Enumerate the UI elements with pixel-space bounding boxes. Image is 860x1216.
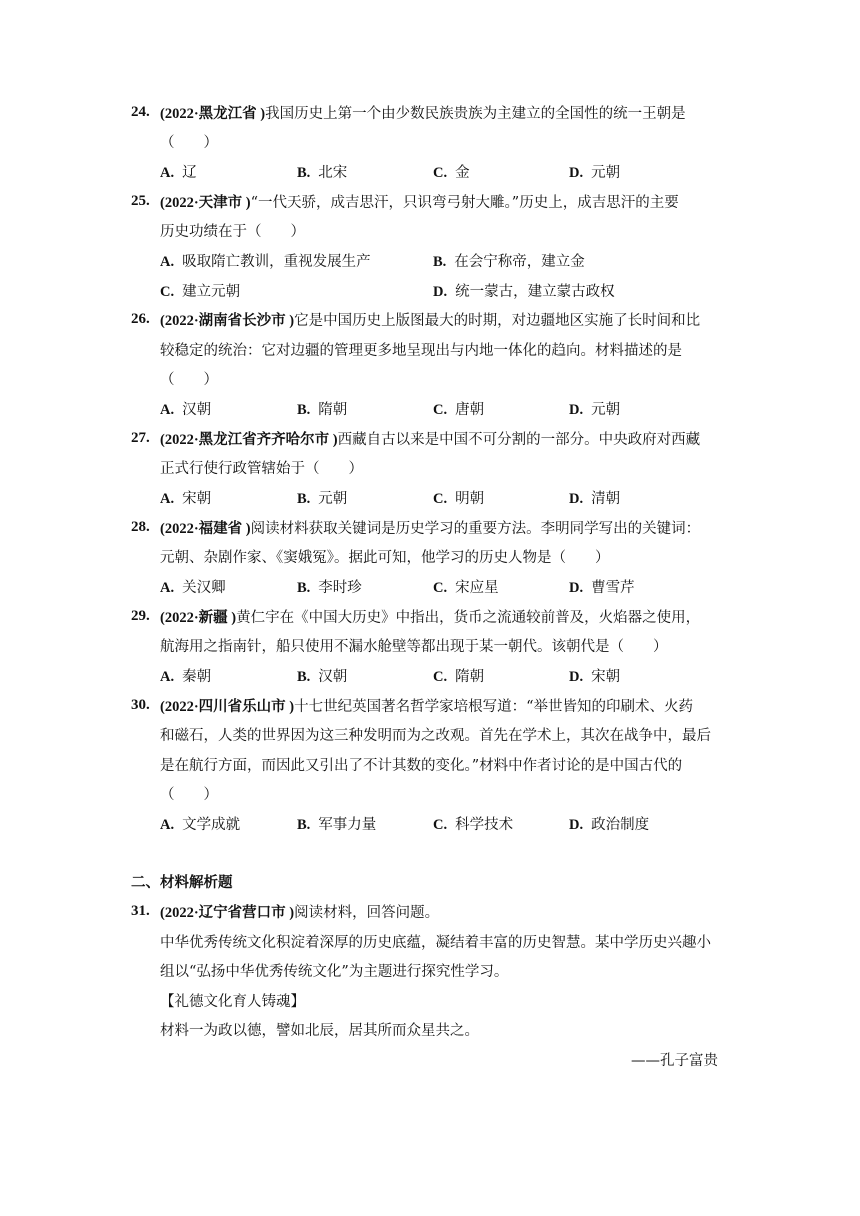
option-b[interactable]: B. 元朝 [297, 491, 348, 507]
question-stem-line: （ ） [160, 787, 218, 803]
question-stem-line: 元朝、杂剧作家、《窦娥冤》。据此可知，他学习的历史人物是（ ） [160, 550, 610, 566]
question-stem-line: 较稳定的统治：它对边疆的管理更多地呈现出与内地一体化的趋向。材料描述的是 [160, 343, 682, 359]
question-stem-line: (2022·福建省 )阅读材料获取关键词是历史学习的重要方法。李明同学写出的关键词： [160, 521, 701, 537]
option-a[interactable]: A. 吸取隋亡教训，重视发展生产 [160, 254, 371, 270]
question-source: (2022·黑龙江省 ) [160, 106, 266, 122]
question-number: 27. [131, 430, 150, 446]
question-stem-line: 正式行使行政管辖始于（ ） [160, 461, 363, 477]
material-paragraph: 组以“弘扬中华优秀传统文化”为主题进行探究性学习。 [160, 964, 509, 980]
section-title: 二、材料解析题 [131, 874, 233, 891]
question-stem-line: (2022·湖南省长沙市 )它是中国历史上版图最大的时期，对边疆地区实施了长时间和比 [160, 313, 701, 329]
question-stem-line: 是在航行方面，而因此又引出了不计其数的变化。”材料中作者讨论的是中国古代的 [160, 758, 683, 774]
option-d[interactable]: D. 曹雪芹 [569, 580, 635, 596]
option-a[interactable]: A. 汉朝 [160, 402, 212, 418]
question-stem-line: (2022·新疆 )黄仁宇在《中国大历史》中指出，货币之流通较前普及，火焰器之使用， [160, 610, 701, 626]
question-number: 26. [131, 311, 150, 327]
question-stem-line: 历史功绩在于（ ） [160, 224, 305, 240]
option-d[interactable]: D. 统一蒙古，建立蒙古政权 [433, 284, 615, 300]
option-b[interactable]: B. 军事力量 [297, 817, 377, 833]
option-a[interactable]: A. 辽 [160, 165, 197, 181]
material-heading: 【礼德文化育人铸魂】 [160, 994, 305, 1010]
option-d[interactable]: D. 政治制度 [569, 817, 650, 833]
material-one: 材料一为政以德，譬如北辰，居其所而众星共之。 [160, 1023, 479, 1039]
question-number: 31. [131, 903, 150, 919]
option-b[interactable]: B. 北宋 [297, 165, 348, 181]
material-paragraph: 中华优秀传统文化积淀着深厚的历史底蕴，凝结着丰富的历史智慧。某中学历史兴趣小 [160, 935, 711, 951]
option-b[interactable]: B. 隋朝 [297, 402, 348, 418]
question-source: (2022·黑龙江省齐齐哈尔市 ) [160, 432, 338, 448]
question-source: (2022·湖南省长沙市 ) [160, 313, 295, 329]
question-source: (2022·福建省 ) [160, 521, 251, 537]
option-c[interactable]: C. 明朝 [433, 491, 485, 507]
question-number: 29. [131, 608, 150, 624]
question-stem-line: (2022·四川省乐山市 )十七世纪英国著名哲学家培根写道：“举世皆知的印刷术、火药 [160, 699, 694, 715]
question-stem-line: (2022·天津市 )“一代天骄，成吉思汗，只识弯弓射大雕。”历史上，成吉思汗的主要 [160, 195, 679, 211]
option-c[interactable]: C. 宋应星 [433, 580, 499, 596]
question-stem-line: (2022·辽宁省营口市 )阅读材料，回答问题。 [160, 905, 440, 921]
question-source: (2022·四川省乐山市 ) [160, 699, 295, 715]
question-number: 28. [131, 519, 150, 535]
option-d[interactable]: D. 元朝 [569, 402, 621, 418]
option-c[interactable]: C. 隋朝 [433, 669, 485, 685]
option-a[interactable]: A. 文学成就 [160, 817, 241, 833]
option-b[interactable]: B. 李时珍 [297, 580, 362, 596]
question-stem-line: 航海用之指南针，船只使用不漏水舱壁等都出现于某一朝代。该朝代是（ ） [160, 639, 668, 655]
question-stem-line: （ ） [160, 135, 218, 151]
option-d[interactable]: D. 元朝 [569, 165, 621, 181]
option-a[interactable]: A. 秦朝 [160, 669, 212, 685]
option-c[interactable]: C. 建立元朝 [160, 284, 241, 300]
question-number: 30. [131, 697, 150, 713]
question-number: 25. [131, 193, 150, 209]
option-c[interactable]: C. 唐朝 [433, 402, 485, 418]
option-b[interactable]: B. 在会宁称帝，建立金 [433, 254, 585, 270]
question-stem-line: (2022·黑龙江省齐齐哈尔市 )西藏自古以来是中国不可分割的一部分。中央政府对西藏 [160, 432, 701, 448]
question-stem-line: 和磁石，人类的世界因为这三种发明而为之改观。首先在学术上，其次在战争中，最后 [160, 728, 711, 744]
option-d[interactable]: D. 清朝 [569, 491, 621, 507]
question-number: 24. [131, 104, 150, 120]
question-stem-line: (2022·黑龙江省 )我国历史上第一个由少数民族贵族为主建立的全国性的统一王朝是 [160, 106, 686, 122]
question-stem-line: （ ） [160, 372, 218, 388]
option-c[interactable]: C. 金 [433, 165, 470, 181]
option-a[interactable]: A. 宋朝 [160, 491, 212, 507]
option-a[interactable]: A. 关汉卿 [160, 580, 226, 596]
question-source: (2022·辽宁省营口市 ) [160, 905, 295, 921]
option-d[interactable]: D. 宋朝 [569, 669, 621, 685]
question-source: (2022·天津市 ) [160, 195, 251, 211]
question-source: (2022·新疆 ) [160, 610, 237, 626]
option-c[interactable]: C. 科学技术 [433, 817, 514, 833]
option-b[interactable]: B. 汉朝 [297, 669, 348, 685]
material-attribution: ——孔子富贵 [631, 1053, 718, 1069]
